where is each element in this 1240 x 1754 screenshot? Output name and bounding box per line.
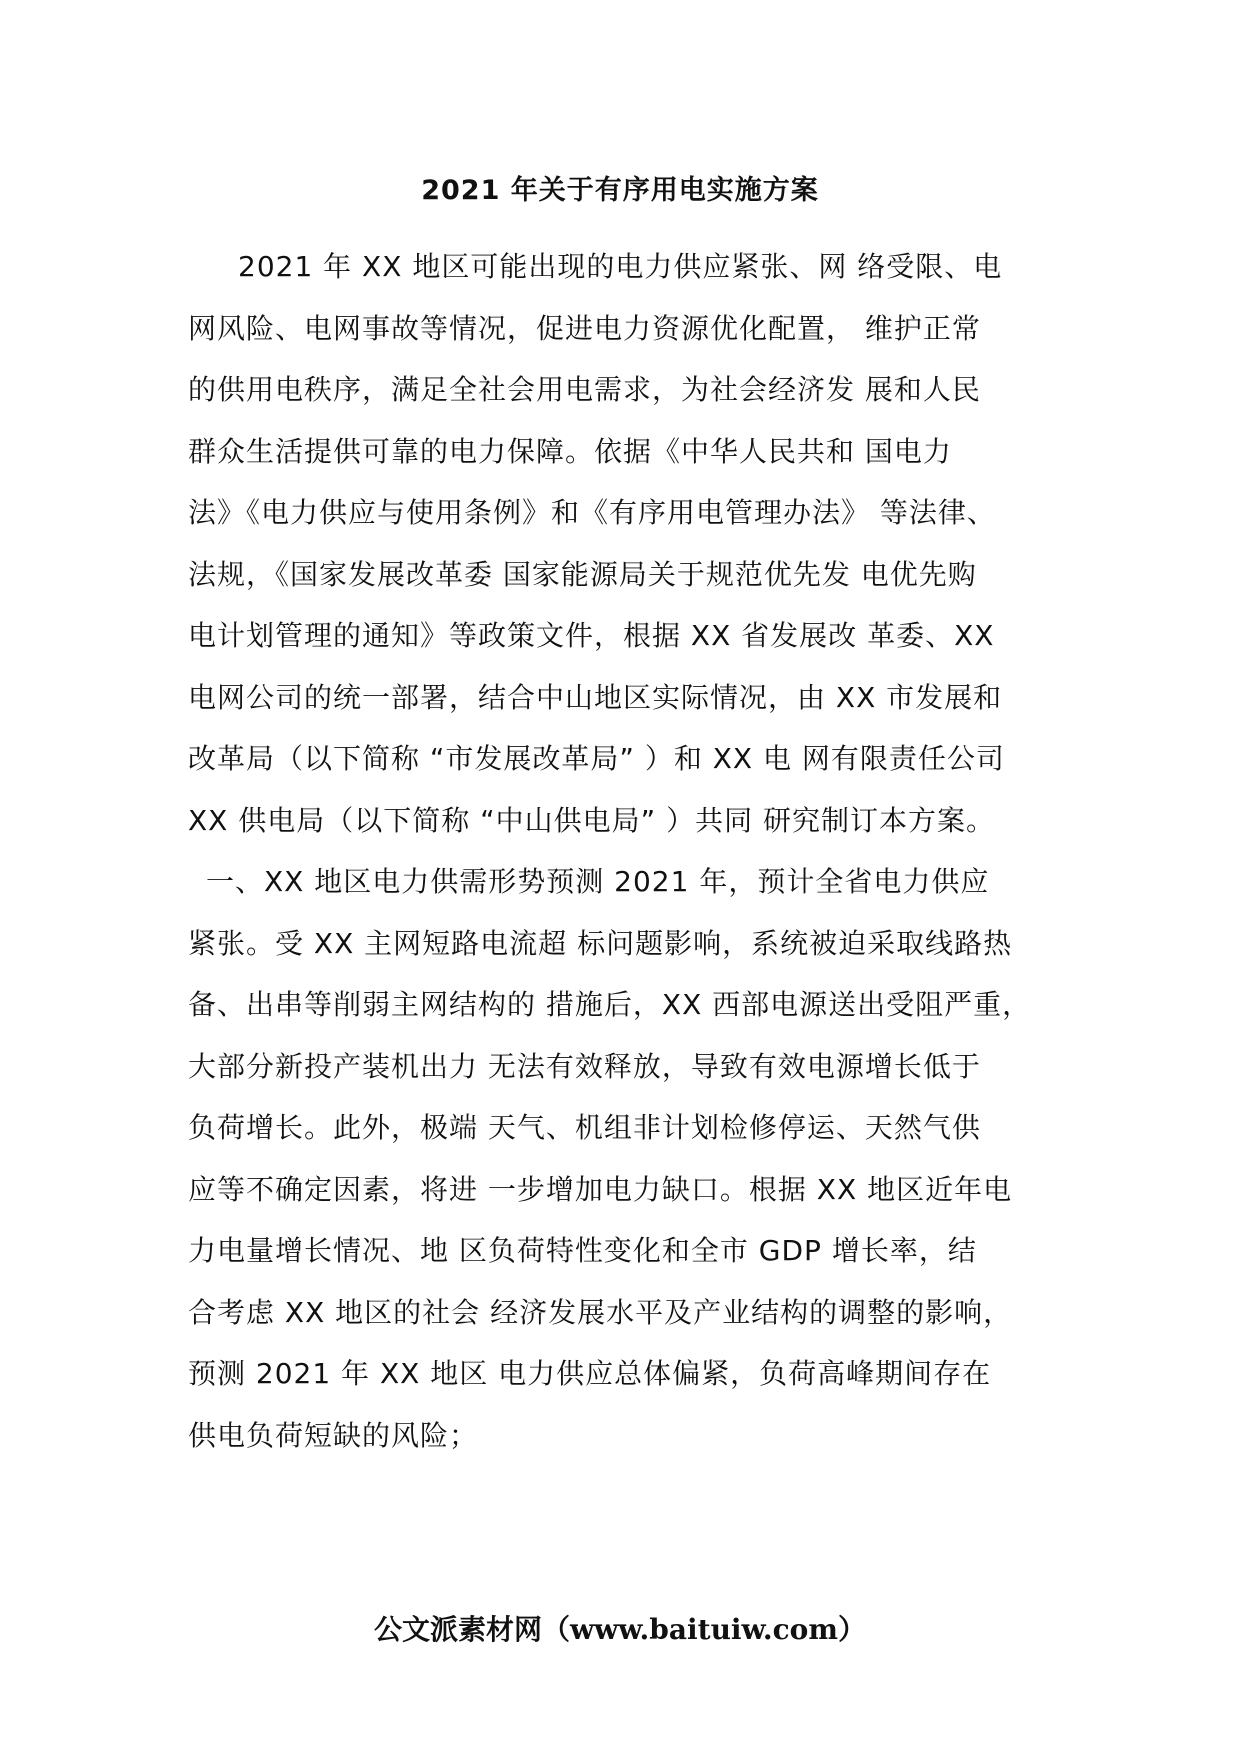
body-line: 法规，《国家发展改革委 国家能源局关于规范优先发 电优先购 (188, 557, 977, 591)
body-line: 2021 年 XX 地区可能出现的电力供应紧张、网 络受限、电 (238, 250, 1003, 283)
body-line: 法》《电力供应与使用条例》和《有序用电管理办法》 等法律、 (188, 496, 996, 529)
body-line: XX 供电局（以下简称 “中山供电局” ）共同 研究制订本方案。 (188, 803, 995, 837)
body-line: 大部分新投产装机出力 无法有效释放，导致有效电源增长低于 (188, 1049, 981, 1083)
body-line: 网风险、电网事故等情况，促进电力资源优化配置， 维护正常 (188, 311, 981, 345)
body-line: 应等不确定因素，将进 一步增加电力缺口。根据 XX 地区近年电 (188, 1172, 1013, 1206)
body-line: 电计划管理的通知》等政策文件，根据 XX 省发展改 革委、XX (188, 619, 995, 652)
body-line: 紧张。受 XX 主网短路电流超 标问题影响，系统被迫采取线路热 (188, 926, 1013, 960)
section-heading-line: 一、XX 地区电力供需形势预测 2021 年，预计全省电力供应 (206, 865, 990, 898)
document-title: 2021 年关于有序用电实施方案 (421, 175, 819, 206)
body-line: 改革局（以下简称 “市发展改革局” ）和 XX 电 网有限责任公司 (188, 742, 1005, 775)
body-line: 备、出串等削弱主网结构的 措施后，XX 西部电源送出受阻严重， (188, 988, 1032, 1021)
body-line: 供电负荷短缺的风险； (188, 1418, 479, 1452)
body-line: 预测 2021 年 XX 地区 电力供应总体偏紧，负荷高峰期间存在 (188, 1357, 992, 1390)
footer-watermark: 公文派素材网（www.baituiw.com） (374, 1613, 866, 1646)
body-line: 合考虑 XX 地区的社会 经济发展水平及产业结构的调整的影响， (188, 1295, 1013, 1329)
body-line: 的供用电秩序，满足全社会用电需求，为社会经济发 展和人民 (188, 373, 981, 406)
body-line: 电网公司的统一部署，结合中山地区实际情况，由 XX 市发展和 (188, 680, 1003, 714)
body-line: 负荷增长。此外，极端 天气、机组非计划检修停运、天然气供 (188, 1111, 981, 1144)
body-line: 群众生活提供可靠的电力保障。依据《中华人民共和 国电力 (188, 434, 952, 468)
document-body (188, 236, 1088, 1466)
body-line: 力电量增长情况、地 区负荷特性变化和全市 GDP 增长率，结 (188, 1234, 977, 1267)
